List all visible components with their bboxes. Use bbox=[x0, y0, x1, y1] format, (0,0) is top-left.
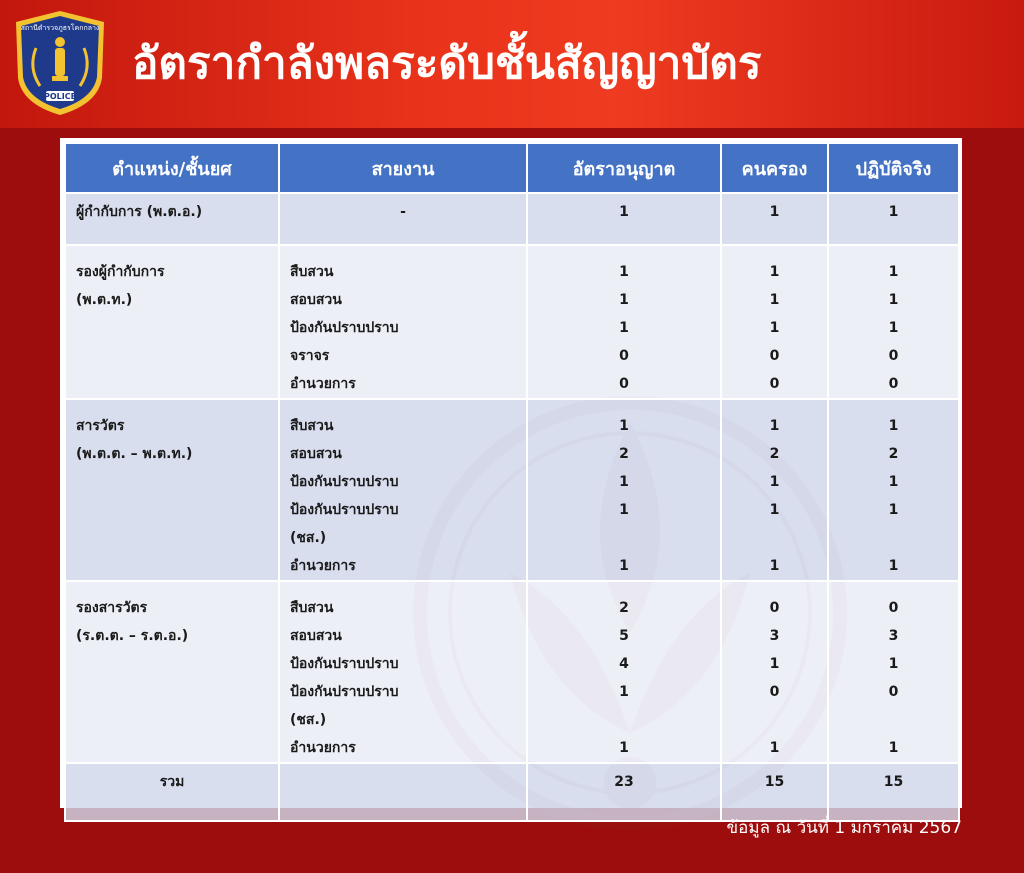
allowed-value: 1 bbox=[619, 502, 629, 518]
unit-text: สอบสวน bbox=[290, 446, 342, 462]
table-header-row bbox=[65, 143, 959, 193]
unit-text: สืบสวน bbox=[290, 264, 334, 280]
holding-value: 0 bbox=[769, 376, 780, 392]
holding-value: 1 bbox=[769, 320, 780, 336]
allowed-cell bbox=[527, 581, 721, 763]
allowed-value bbox=[528, 524, 720, 552]
table-row bbox=[65, 399, 959, 581]
header-band bbox=[0, 0, 1024, 128]
header-unit: สายงาน bbox=[279, 143, 527, 193]
unit-text: สืบสวน bbox=[290, 418, 334, 434]
position-cell bbox=[65, 581, 279, 763]
total-row bbox=[65, 763, 959, 821]
header-allowed: อัตราอนุญาต bbox=[527, 143, 721, 193]
holding-value: 1 bbox=[769, 204, 780, 220]
unit-cell bbox=[279, 399, 527, 581]
position-text: สารวัตร bbox=[76, 418, 125, 434]
allowed-value: 1 bbox=[619, 204, 629, 220]
total-label: รวม bbox=[65, 763, 279, 821]
actual-value: 0 bbox=[888, 600, 899, 616]
actual-value: 1 bbox=[888, 320, 899, 336]
police-badge-icon bbox=[10, 8, 110, 118]
unit-text: (ชส.) bbox=[290, 530, 327, 546]
allowed-value: 1 bbox=[619, 684, 629, 700]
position-rank: (พ.ต.ท.) bbox=[76, 292, 133, 308]
table-panel bbox=[60, 138, 962, 808]
actual-value: 0 bbox=[888, 348, 899, 364]
allowed-cell bbox=[527, 193, 721, 245]
allowed-cell bbox=[527, 399, 721, 581]
holding-cell bbox=[721, 193, 828, 245]
unit-text: จราจร bbox=[290, 348, 330, 364]
header-actual: ปฏิบัติจริง bbox=[828, 143, 959, 193]
logo-arc-text: สถานีตำรวจภูธรโคกกลาง bbox=[20, 24, 100, 32]
unit-text: - bbox=[400, 204, 406, 220]
allowed-value: 2 bbox=[619, 600, 629, 616]
allowed-value: 1 bbox=[619, 320, 629, 336]
logo-label: POLICE bbox=[43, 92, 77, 101]
holding-value: 1 bbox=[769, 558, 780, 574]
unit-text: อำนวยการ bbox=[290, 558, 356, 574]
actual-value: 1 bbox=[888, 292, 899, 308]
data-source-note: ข้อมูล ณ วันที่ 1 มกราคม 2567 bbox=[726, 818, 962, 838]
actual-value: 1 bbox=[888, 740, 899, 756]
allowed-value: 5 bbox=[619, 628, 629, 644]
position-text: รองผู้กำกับการ bbox=[76, 264, 165, 280]
unit-cell bbox=[279, 581, 527, 763]
holding-value bbox=[722, 706, 827, 734]
holding-value: 1 bbox=[769, 418, 780, 434]
actual-value: 1 bbox=[888, 474, 899, 490]
position-cell bbox=[65, 245, 279, 399]
unit-cell bbox=[279, 193, 527, 245]
actual-value: 1 bbox=[888, 502, 899, 518]
holding-cell bbox=[721, 399, 828, 581]
table-row bbox=[65, 581, 959, 763]
table-row bbox=[65, 245, 959, 399]
personnel-table bbox=[64, 142, 960, 822]
unit-text: ป้องกันปราบปราบ bbox=[290, 502, 399, 518]
holding-cell bbox=[721, 245, 828, 399]
unit-cell bbox=[279, 245, 527, 399]
allowed-cell bbox=[527, 245, 721, 399]
unit-text: อำนวยการ bbox=[290, 376, 356, 392]
holding-value: 1 bbox=[769, 656, 780, 672]
holding-cell bbox=[721, 581, 828, 763]
unit-text: (ชส.) bbox=[290, 712, 327, 728]
unit-text: ป้องกันปราบปราบ bbox=[290, 656, 399, 672]
total-allowed: 23 bbox=[527, 763, 721, 821]
allowed-value: 1 bbox=[619, 418, 629, 434]
allowed-value: 1 bbox=[619, 264, 629, 280]
allowed-value: 0 bbox=[619, 376, 629, 392]
position-text: รองสารวัตร bbox=[76, 600, 148, 616]
total-unit-cell bbox=[279, 763, 527, 821]
unit-text: ป้องกันปราบปราบ bbox=[290, 684, 399, 700]
holding-value: 1 bbox=[769, 740, 780, 756]
unit-text: ป้องกันปราบปราบ bbox=[290, 474, 399, 490]
position-rank: (ร.ต.ต. – ร.ต.อ.) bbox=[76, 628, 189, 644]
unit-text: สอบสวน bbox=[290, 628, 342, 644]
actual-value: 1 bbox=[888, 418, 899, 434]
allowed-value: 2 bbox=[619, 446, 629, 462]
allowed-value: 1 bbox=[619, 292, 629, 308]
position-cell bbox=[65, 399, 279, 581]
actual-value bbox=[829, 524, 958, 552]
header-holding: คนครอง bbox=[721, 143, 828, 193]
table-row bbox=[65, 193, 959, 245]
total-holding: 15 bbox=[721, 763, 828, 821]
actual-value bbox=[829, 706, 958, 734]
unit-text: ป้องกันปราบปราบ bbox=[290, 320, 399, 336]
holding-value: 0 bbox=[769, 684, 780, 700]
allowed-value: 1 bbox=[619, 474, 629, 490]
unit-text: สอบสวน bbox=[290, 292, 342, 308]
holding-value bbox=[722, 524, 827, 552]
holding-value: 0 bbox=[769, 348, 780, 364]
actual-cell bbox=[828, 245, 959, 399]
actual-value: 1 bbox=[888, 656, 899, 672]
holding-value: 1 bbox=[769, 264, 780, 280]
actual-value: 0 bbox=[888, 376, 899, 392]
actual-cell bbox=[828, 193, 959, 245]
actual-cell bbox=[828, 581, 959, 763]
actual-value: 1 bbox=[888, 558, 899, 574]
actual-value: 0 bbox=[888, 684, 899, 700]
allowed-value: 4 bbox=[619, 656, 629, 672]
holding-value: 1 bbox=[769, 292, 780, 308]
allowed-value: 1 bbox=[619, 740, 629, 756]
actual-cell bbox=[828, 399, 959, 581]
allowed-value: 1 bbox=[619, 558, 629, 574]
header-position: ตำแหน่ง/ชั้นยศ bbox=[65, 143, 279, 193]
holding-value: 2 bbox=[769, 446, 780, 462]
actual-value: 1 bbox=[888, 264, 899, 280]
holding-value: 1 bbox=[769, 474, 780, 490]
total-actual: 15 bbox=[828, 763, 959, 821]
allowed-value bbox=[528, 706, 720, 734]
actual-value: 1 bbox=[888, 204, 899, 220]
holding-value: 1 bbox=[769, 502, 780, 518]
holding-value: 0 bbox=[769, 600, 780, 616]
position-rank: (พ.ต.ต. – พ.ต.ท.) bbox=[76, 446, 193, 462]
position-text: ผู้กำกับการ (พ.ต.อ.) bbox=[76, 204, 203, 220]
position-cell bbox=[65, 193, 279, 245]
page-title: อัตรากำลังพลระดับชั้นสัญญาบัตร bbox=[132, 38, 762, 89]
holding-value: 3 bbox=[769, 628, 780, 644]
allowed-value: 0 bbox=[619, 348, 629, 364]
actual-value: 2 bbox=[888, 446, 899, 462]
unit-text: สืบสวน bbox=[290, 600, 334, 616]
unit-text: อำนวยการ bbox=[290, 740, 356, 756]
actual-value: 3 bbox=[888, 628, 899, 644]
